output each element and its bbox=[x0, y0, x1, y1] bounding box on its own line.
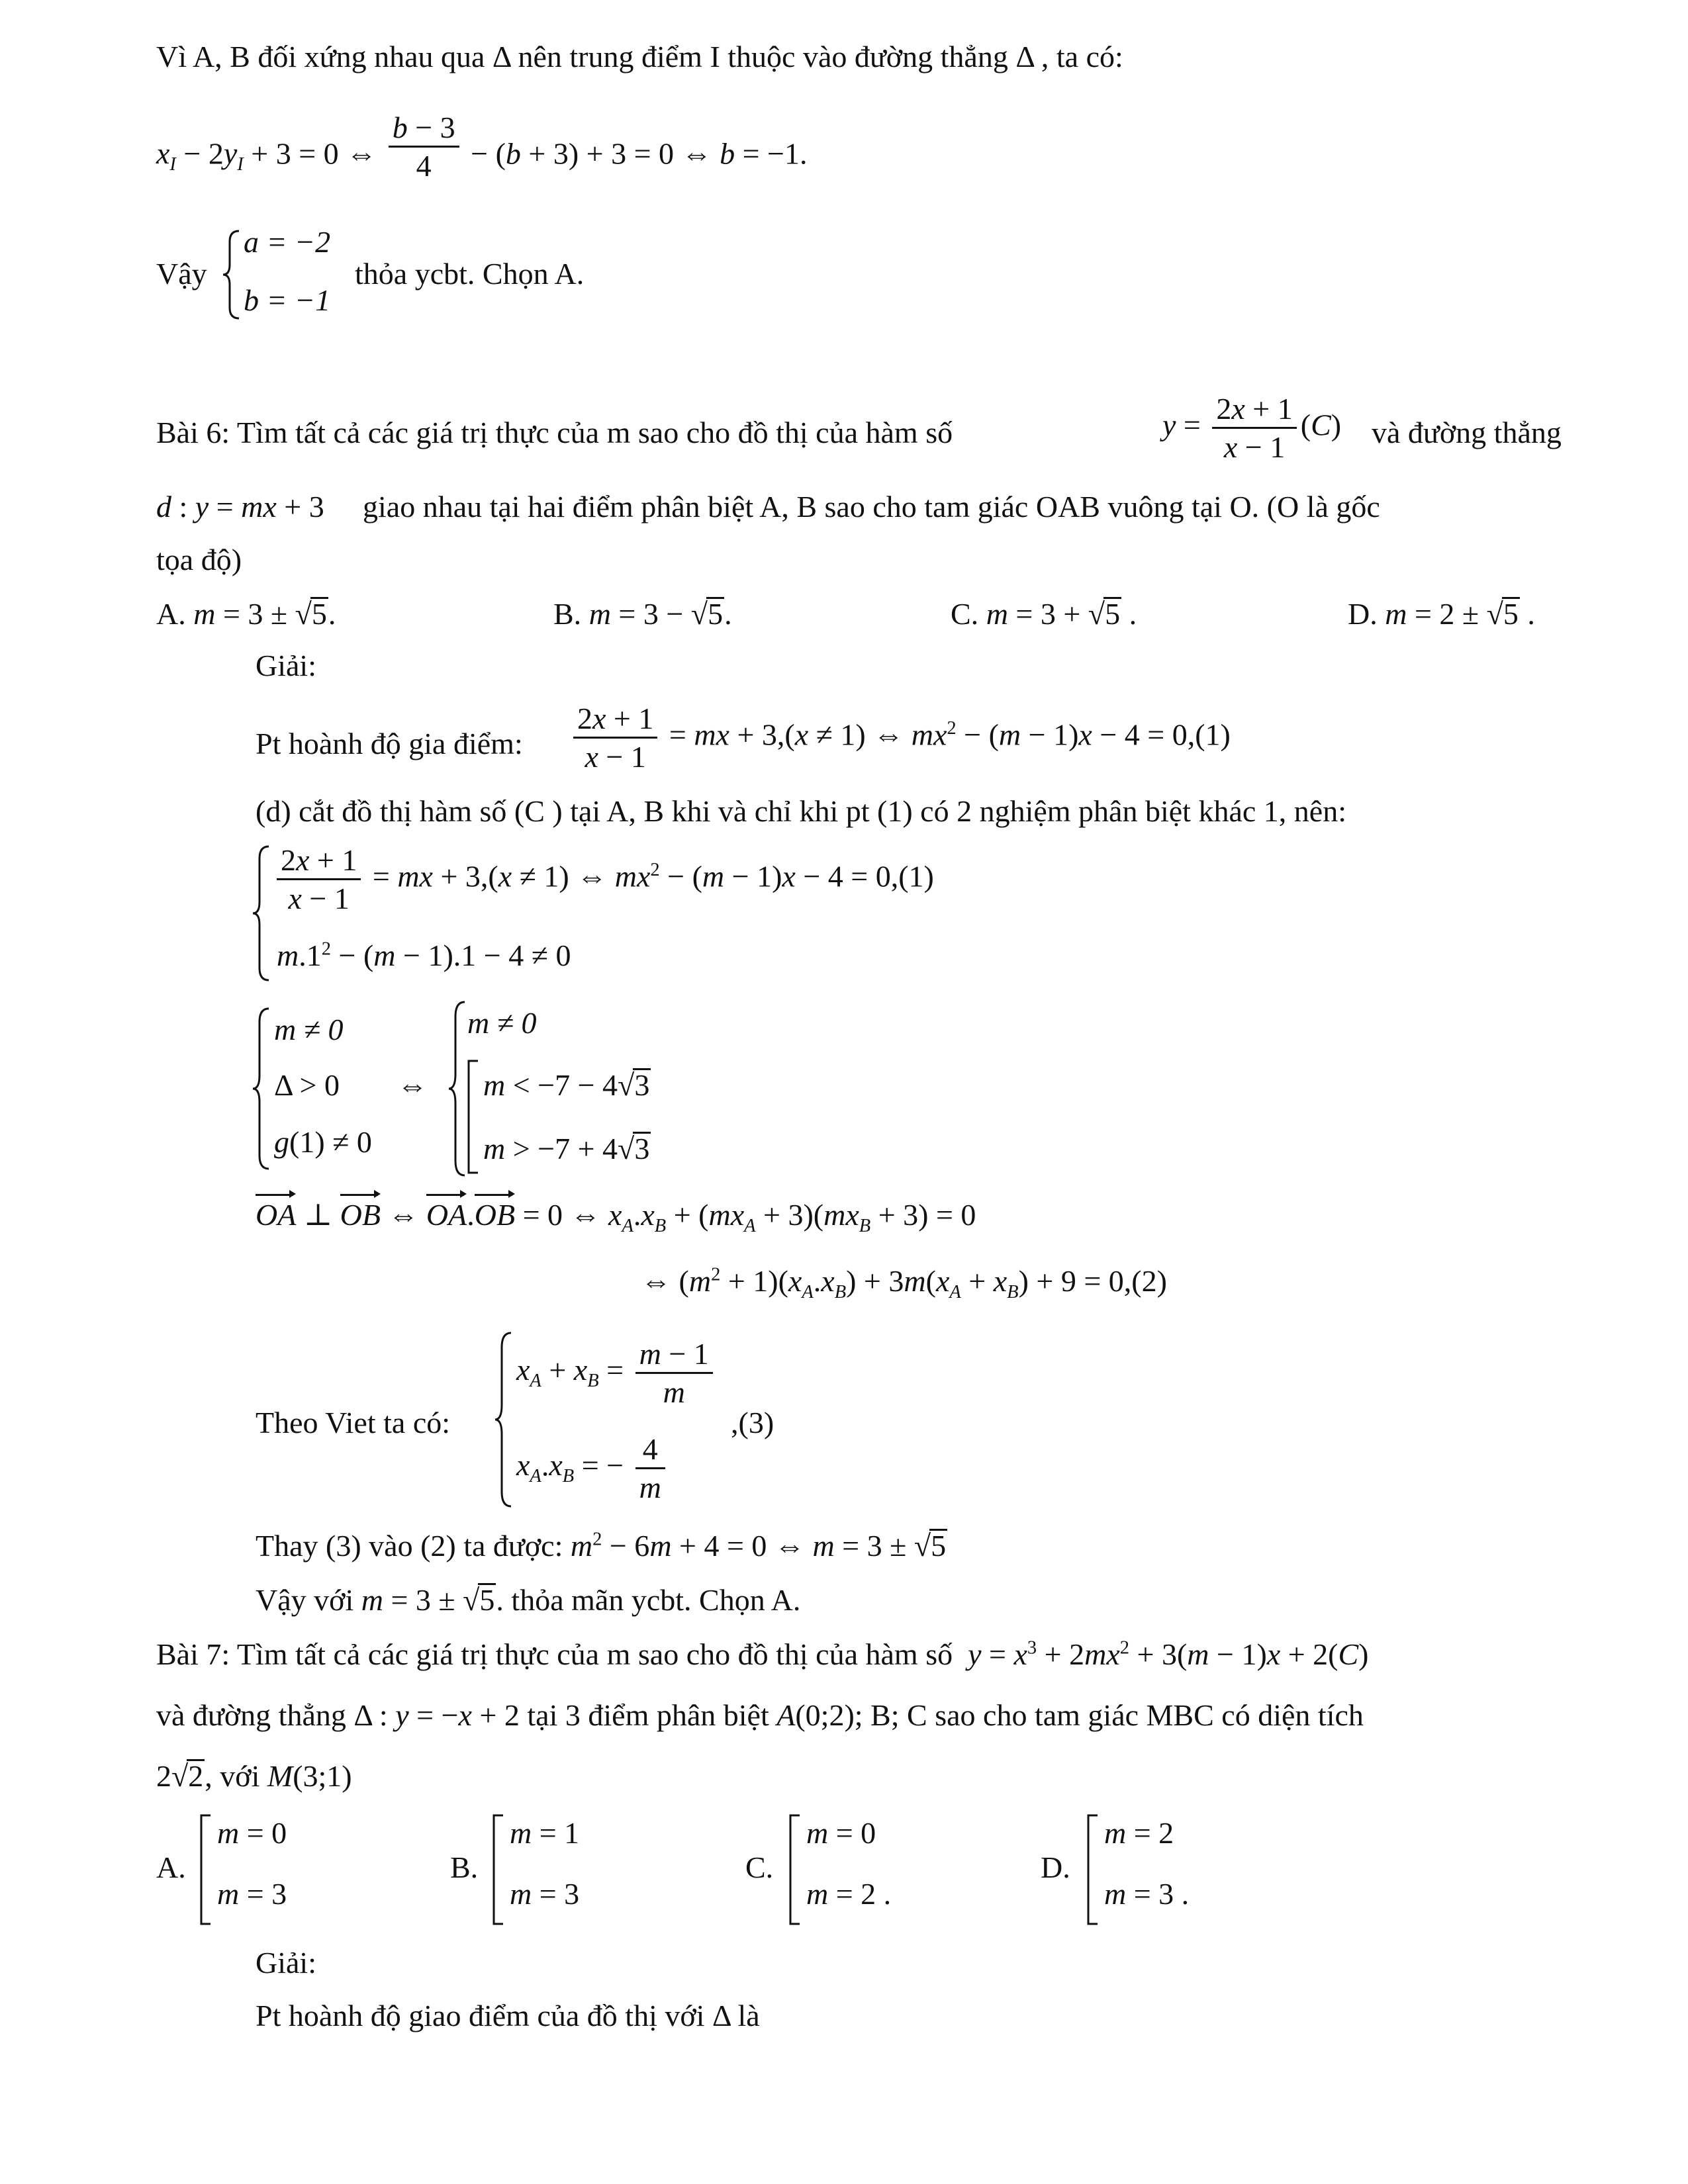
bai7-option-a-1: m = 0 bbox=[217, 1816, 287, 1850]
sys2-equiv: ⇔ bbox=[397, 1068, 428, 1102]
viet-product: $x_A.x_B$ = − $\frac{4}{m}$ bbox=[516, 1431, 669, 1506]
theo-viet-label: Theo Viet ta có: bbox=[256, 1406, 451, 1439]
sys2r-m-ne-0: m ≠ 0 bbox=[467, 1006, 537, 1040]
vay-voi-line: Vậy với m = 3 ± √5. thỏa mãn ycbt. Chọn A. bbox=[256, 1583, 801, 1617]
bai7-option-d-1: m = 2 bbox=[1104, 1816, 1174, 1850]
bai7-option-a-label: A. bbox=[156, 1850, 186, 1884]
vay-label: Vậy bbox=[156, 257, 207, 291]
sys2r-cond1: m < −7 − 4√3 bbox=[483, 1068, 650, 1102]
bai6-line3: tọa độ) bbox=[156, 543, 242, 576]
bai6-lead: Bài 6: Tìm tất cả các giá trị thực của m sao cho đồ thị của hàm số bbox=[156, 416, 953, 449]
intro-line: Vì A, B đối xứng nhau qua Δ nên trung điểm I thuộc vào đường thẳng Δ , ta có: bbox=[156, 40, 1123, 73]
giai-label: Giải: bbox=[256, 649, 316, 682]
system2-brace-right bbox=[447, 999, 467, 1178]
bai6-tail: và đường thẳng bbox=[1372, 416, 1562, 449]
vay-sys-2: b = −1 bbox=[244, 283, 331, 317]
bai7-line3: 2√2, với M(3;1) bbox=[156, 1759, 352, 1793]
system1-brace bbox=[252, 844, 271, 983]
viet-sum: $x_A + x_B$ = $\frac{m - 1}{m}$ bbox=[516, 1336, 717, 1410]
bai6-line-d: d : y = mx + 3 bbox=[156, 490, 324, 523]
bai7-option-b-label: B. bbox=[450, 1850, 479, 1884]
viet-label3: ,(3) bbox=[731, 1406, 774, 1439]
bai6-function: y = $\frac{2x + 1}{x - 1}$ (C) bbox=[1162, 392, 1342, 465]
bai6-line2: giao nhau tại hai điểm phân biệt A, B sao cho tam giác OAB vuông tại O. (O là gốc bbox=[363, 490, 1380, 523]
vay-tail: thỏa ycbt. Chọn A. bbox=[355, 257, 585, 291]
bai7-option-a-2: m = 3 bbox=[217, 1877, 287, 1911]
bai7-line2: và đường thẳng Δ : y = −x + 2 tại 3 điểm phân biệt A(0;2); B; C sao cho tam giác MBC có diện tích bbox=[156, 1698, 1364, 1732]
thay-line: Thay (3) vào (2) ta được: $m^2 - 6m + 4 = 0$ ⇔ m = 3 ± √5 bbox=[256, 1529, 947, 1563]
bai7-option-d-bracket bbox=[1086, 1813, 1099, 1926]
oa-ob-line: OA ⊥ OB ⇔ OA.OB = 0 ⇔ $x_A.x_B + (mx_A + 3)(mx_B + 3) = 0$ bbox=[256, 1198, 976, 1237]
bai6-option-a: A. m = 3 ± √5. bbox=[156, 597, 336, 631]
sys2-delta: Δ > 0 bbox=[274, 1068, 340, 1102]
bai7-option-c-bracket bbox=[788, 1813, 801, 1926]
bai7-option-d-2: m = 3 . bbox=[1104, 1877, 1190, 1911]
bai6-option-d: D. m = 2 ± √5 . bbox=[1348, 597, 1535, 631]
bai7-option-d-label: D. bbox=[1041, 1850, 1070, 1884]
bai6-option-b: B. m = 3 − √5. bbox=[553, 597, 732, 631]
bai7-option-b-2: m = 3 bbox=[510, 1877, 580, 1911]
sys2-m-ne-0: m ≠ 0 bbox=[274, 1013, 344, 1046]
pt-hoanh-do-eq: $\frac{2x + 1}{x - 1}$ = mx + 3,(x ≠ 1) ⇔ $mx^2 - (m - 1)x - 4 = 0,(1)$ bbox=[569, 700, 1231, 775]
d-cat-line: (d) cắt đồ thị hàm số (C ) tại A, B khi và chỉ khi pt (1) có 2 nghiệm phân biệt khác 1, nên: bbox=[256, 794, 1346, 828]
oa-ob-line2: ⇔ $(m^2 + 1)(x_A.x_B) + 3m(x_A + x_B) + 9 = 0,(2)$ bbox=[641, 1264, 1167, 1303]
sys2r-bracket bbox=[466, 1059, 479, 1175]
system2-brace-left bbox=[252, 1006, 271, 1171]
last-line: Pt hoành độ giao điểm của đồ thị với Δ là bbox=[256, 1999, 760, 2032]
giai-label-2: Giải: bbox=[256, 1946, 316, 1979]
bai7-option-c-1: m = 0 bbox=[806, 1816, 876, 1850]
bai7-option-b-bracket bbox=[491, 1813, 504, 1926]
bai7-option-a-bracket bbox=[199, 1813, 212, 1926]
bai7-option-c-label: C. bbox=[745, 1850, 774, 1884]
vay-brace bbox=[222, 228, 242, 321]
pt-hoanh-do-label: Pt hoành độ gia điểm: bbox=[256, 727, 523, 760]
bai7-option-c-2: m = 2 . bbox=[806, 1877, 892, 1911]
system1-row2: $m.1^2 - (m - 1).1 - 4 \ne 0$ bbox=[277, 938, 571, 972]
bai7-option-b-1: m = 1 bbox=[510, 1816, 580, 1850]
system1-row1: $\frac{2x + 1}{x - 1}$ = mx + 3,(x ≠ 1) ⇔ $mx^2 - (m - 1)x - 4 = 0,(1)$ bbox=[273, 842, 934, 917]
intro-equation: $x_I - 2y_I + 3 = 0$ ⇔ $\frac{b - 3}{4}$ − (b + 3) + 3 = 0 ⇔ b = −1. bbox=[156, 111, 808, 183]
sys2r-cond2: m > −7 + 4√3 bbox=[483, 1132, 650, 1165]
bai6-option-c: C. m = 3 + √5 . bbox=[951, 597, 1137, 631]
viet-brace bbox=[494, 1330, 514, 1509]
vay-sys-1: a = −2 bbox=[244, 225, 331, 259]
bai7-line1: Bài 7: Tìm tất cả các giá trị thực của m sao cho đồ thị của hàm số $y = x^3 + 2mx^2 + 3(m - 1)x + 2(C)$ bbox=[156, 1637, 1369, 1671]
sys2-g1: g(1) ≠ 0 bbox=[274, 1125, 372, 1159]
